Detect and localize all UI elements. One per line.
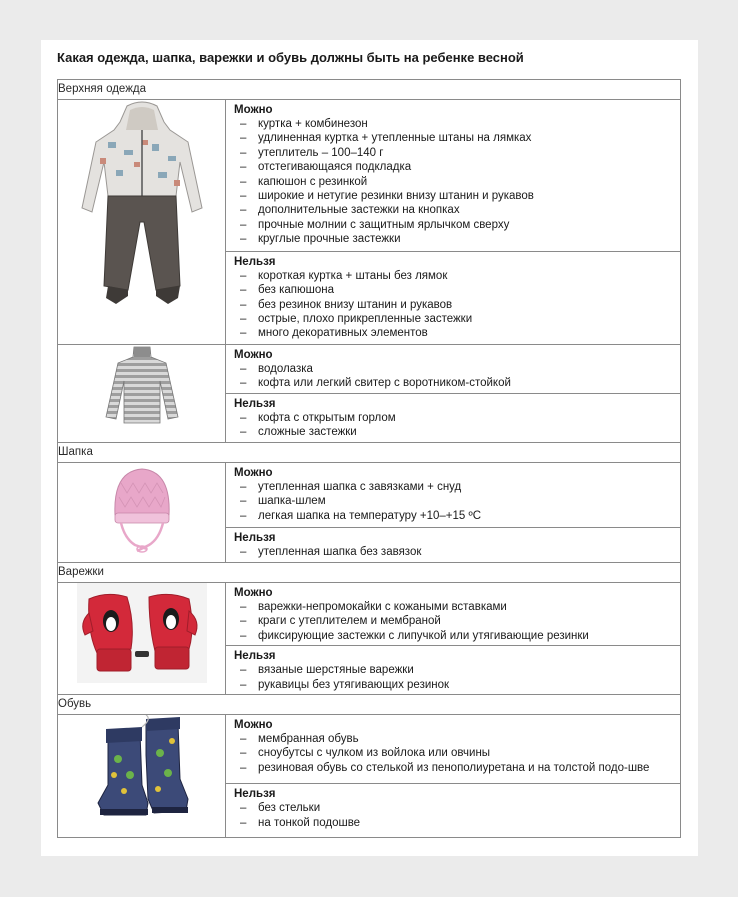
section-label-hat: Шапка: [58, 443, 681, 463]
allowed-heading: Можно: [234, 467, 273, 479]
forbidden-list: [234, 545, 674, 559]
section-label-outerwear: Верхняя одежда: [58, 80, 681, 100]
list-item: – утеплитель – 100–140 г: [234, 146, 674, 160]
section-row-hat: [58, 443, 681, 463]
allowed-cell: [226, 100, 681, 252]
allowed-list: [234, 600, 674, 643]
forbidden-list: [234, 269, 674, 341]
allowed-list: [234, 480, 674, 523]
list-item: – фиксирующие застежки с липучкой или утягивающие резинки: [234, 629, 674, 643]
allowed-list: [234, 732, 674, 775]
allowed-cell: [226, 463, 681, 528]
list-item: – без капюшона: [234, 283, 674, 297]
list-item: – мембранная обувь: [234, 732, 674, 746]
section-label-footwear: Обувь: [58, 695, 681, 715]
forbidden-heading: Нельзя: [234, 255, 276, 268]
forbidden-list: [234, 411, 674, 440]
forbidden-list: [234, 663, 674, 692]
table-row: [58, 583, 681, 646]
section-row-mittens: [58, 563, 681, 583]
list-item: – без стельки: [234, 801, 674, 815]
forbidden-heading: Нельзя: [234, 398, 276, 410]
list-item: – легкая шапка на температуру +10–+15 ºС: [234, 509, 674, 523]
list-item: – кофта или легкий свитер с воротником-стойкой: [234, 376, 674, 390]
rubber-boots-icon: [94, 715, 190, 819]
mittens-icon: [77, 583, 207, 683]
sweater-icon: [104, 345, 180, 425]
snowsuit-icon: [72, 100, 212, 312]
section-row-footwear: [58, 695, 681, 715]
image-cell: [58, 345, 226, 443]
list-item: – острые, плохо прикрепленные застежки: [234, 312, 674, 326]
list-item: – короткая куртка + штаны без лямок: [234, 269, 674, 283]
clothing-table: [57, 79, 681, 838]
list-item: – удлиненная куртка + утепленные штаны на лямках: [234, 131, 674, 145]
document-sheet: [41, 40, 698, 856]
list-item: – варежки-непромокайки с кожаными вставками: [234, 600, 674, 614]
forbidden-cell: [226, 527, 681, 562]
list-item: – прочные молнии с защитным ярлычком сверху: [234, 218, 674, 232]
list-item: – рукавицы без утягивающих резинок: [234, 678, 674, 692]
list-item: – водолазка: [234, 362, 674, 376]
list-item: – куртка + комбинезон: [234, 117, 674, 131]
allowed-heading: Можно: [234, 104, 273, 116]
image-cell: [58, 463, 226, 563]
allowed-cell: [226, 583, 681, 646]
forbidden-cell: [226, 646, 681, 695]
table-row: [58, 345, 681, 394]
list-item: – утепленная шапка без завязок: [234, 545, 674, 559]
allowed-cell: [226, 345, 681, 394]
forbidden-cell: [226, 784, 681, 838]
list-item: – сноубутсы с чулком из войлока или овчины: [234, 746, 674, 760]
table-row: [58, 463, 681, 528]
allowed-heading: Можно: [234, 349, 273, 361]
list-item: – круглые прочные застежки: [234, 232, 674, 246]
forbidden-cell: [226, 251, 681, 344]
forbidden-cell: [226, 394, 681, 443]
section-row-outerwear: [58, 80, 681, 100]
table-row: [58, 715, 681, 784]
list-item: – резиновая обувь со стелькой из пенополиуретана и на толстой подо-шве: [234, 761, 674, 775]
list-item: – дополнительные застежки на кнопках: [234, 203, 674, 217]
list-item: – вязаные шерстяные варежки: [234, 663, 674, 677]
list-item: – отстегивающаяся подкладка: [234, 160, 674, 174]
allowed-heading: Можно: [234, 587, 273, 599]
allowed-list: [234, 117, 674, 247]
image-cell: [58, 715, 226, 838]
table-row: [58, 100, 681, 252]
image-cell: [58, 583, 226, 695]
list-item: – широкие и нетугие резинки внизу штанин и рукавов: [234, 189, 674, 203]
list-item: – кофта с открытым горлом: [234, 411, 674, 425]
list-item: – краги с утеплителем и мембраной: [234, 614, 674, 628]
knit-hat-icon: [107, 463, 177, 557]
list-item: – утепленная шапка с завязками + снуд: [234, 480, 674, 494]
forbidden-list: [234, 801, 674, 830]
list-item: – шапка-шлем: [234, 494, 674, 508]
allowed-heading: Можно: [234, 719, 273, 732]
page-title: Какая одежда, шапка, варежки и обувь должны быть на ребенке весной: [57, 50, 524, 65]
list-item: – капюшон с резинкой: [234, 175, 674, 189]
list-item: – сложные застежки: [234, 425, 674, 439]
forbidden-heading: Нельзя: [234, 531, 276, 544]
forbidden-heading: Нельзя: [234, 650, 276, 663]
list-item: – на тонкой подошве: [234, 816, 674, 830]
forbidden-heading: Нельзя: [234, 788, 276, 801]
image-cell: [58, 100, 226, 345]
list-item: – без резинок внизу штанин и рукавов: [234, 298, 674, 312]
allowed-cell: [226, 715, 681, 784]
list-item: – много декоративных элементов: [234, 326, 674, 340]
allowed-list: [234, 362, 674, 391]
section-label-mittens: Варежки: [58, 563, 681, 583]
